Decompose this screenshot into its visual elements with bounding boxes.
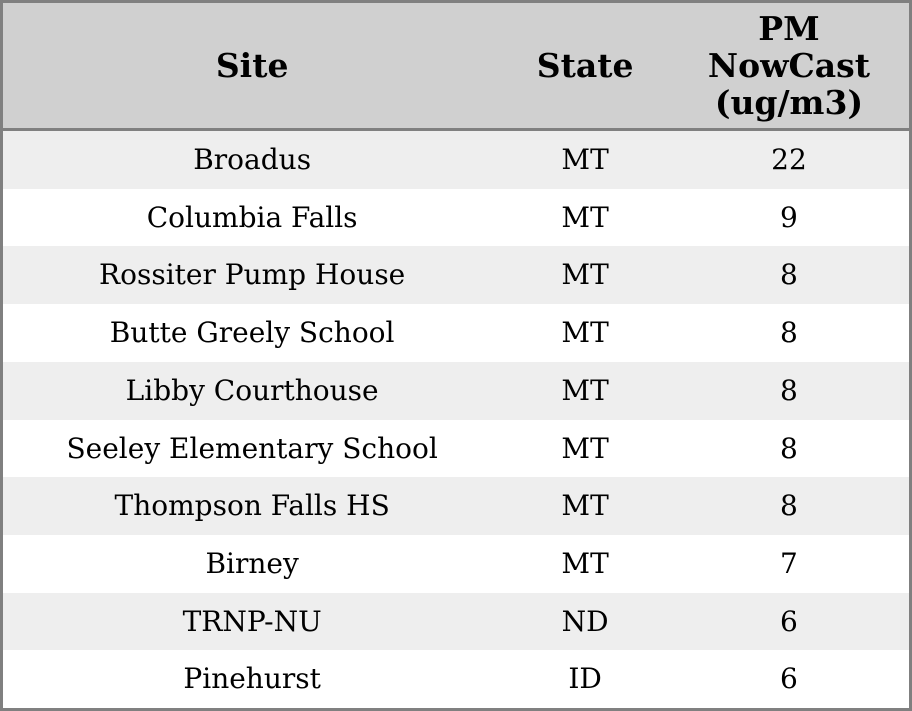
state-cell: MT [561,258,609,292]
site-cell: Thompson Falls HS [114,489,390,523]
pm-nowcast-cell: 7 [780,546,798,580]
state-cell: MT [561,143,609,177]
pm-nowcast-cell: 8 [780,431,798,465]
column-header-pm-line-1: PM [758,9,820,48]
table-header-row [3,3,909,131]
site-cell: Libby Courthouse [125,373,379,407]
pm-nowcast-cell: 22 [771,143,807,177]
pm-nowcast-cell: 8 [780,258,798,292]
table-row [3,650,909,708]
column-header-site [3,3,501,128]
table-row [3,131,909,189]
state-cell: ND [561,604,609,638]
pm-nowcast-cell: 8 [780,489,798,523]
table-row [3,189,909,247]
state-cell: ID [568,662,602,696]
table-row [3,535,909,593]
column-header-state-label: State [536,46,634,85]
pm-nowcast-cell: 9 [780,200,798,234]
site-cell: Columbia Falls [146,200,358,234]
site-cell: Birney [205,546,299,580]
state-cell: MT [561,200,609,234]
state-cell: MT [561,431,609,465]
pm-nowcast-cell: 8 [780,373,798,407]
site-cell: Seeley Elementary School [66,431,438,465]
table-row [3,593,909,651]
site-cell: Rossiter Pump House [99,258,406,292]
site-cell: Broadus [193,143,312,177]
table-body [3,131,909,708]
state-cell: MT [561,316,609,350]
pm-nowcast-cell: 6 [780,604,798,638]
state-cell: MT [561,373,609,407]
table-row [3,477,909,535]
table-row [3,304,909,362]
column-header-pm-line-3: (ug/m3) [714,83,864,122]
table-row [3,246,909,304]
site-cell: TRNP-NU [182,604,322,638]
state-cell: MT [561,546,609,580]
column-header-pm-nowcast [669,3,909,128]
column-header-site-label: Site [215,46,289,85]
table-row [3,420,909,478]
column-header-state [501,3,669,128]
site-cell: Butte Greely School [109,316,395,350]
site-cell: Pinehurst [183,662,321,696]
table-row [3,362,909,420]
pm-nowcast-cell: 8 [780,316,798,350]
pm-nowcast-cell: 6 [780,662,798,696]
state-cell: MT [561,489,609,523]
column-header-pm-line-2: NowCast [707,46,870,85]
